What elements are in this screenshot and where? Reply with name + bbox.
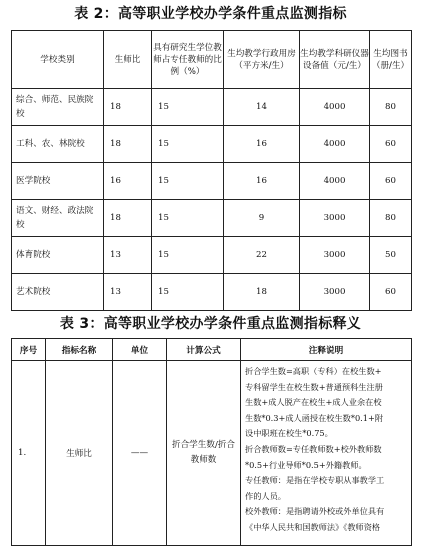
cell-books: 50 [370,237,412,274]
cell-serial-no: 1. [12,361,46,546]
table-row [12,274,412,311]
header-unit: 单位 [113,339,167,361]
cell-ratio: 18 [104,200,152,237]
cell-equip: 4000 [300,89,370,126]
header-equipment-value: 生均教学科研仪器设备值（元/生） [300,31,370,89]
note-line: 校外教师：是指聘请外校或外单位具有 [245,506,385,517]
table-row [12,163,412,200]
cell-space: 22 [224,237,300,274]
cell-grad: 15 [152,163,224,200]
header-serial-no: 序号 [12,339,46,361]
note-line: 设中职班在校生*0.75。 [245,428,333,439]
cell-equip: 4000 [300,163,370,200]
note-line: 折合教师数=专任教师数+校外教师数 [245,443,382,454]
cell-ratio: 13 [104,274,152,311]
indicator-definitions-table [11,338,412,546]
table-header-row [12,339,412,361]
note-line: 生数*0.3+成人函授在校生数*0.1+附 [245,412,384,423]
cell-unit: —— [113,361,167,546]
cell-space: 16 [224,126,300,163]
note-line: 《中华人民共和国教师法》《教师资格 [245,521,381,532]
table3-title: 表 3：高等职业学校办学条件重点监测指标释义 [59,316,362,332]
note-line: *0.5+行业导师*0.5+外籍教师。 [245,459,367,470]
cell-equip: 4000 [300,126,370,163]
cell-ratio: 13 [104,237,152,274]
cell-space: 18 [224,274,300,311]
header-building-space: 生均教学行政用房（平方米/生） [224,31,300,89]
header-graduate-degree-ratio: 具有研究生学位教师占专任教师的比例（%） [152,31,224,89]
cell-equip: 3000 [300,200,370,237]
table-header-row [12,31,412,89]
cell-grad: 15 [152,200,224,237]
note-line: 生数+成人脱产在校生+成人业余在校 [245,397,382,408]
cell-school-type: 医学院校 [12,163,104,200]
cell-books: 60 [370,274,412,311]
cell-ratio: 18 [104,89,152,126]
note-line: 作的人员。 [245,490,286,501]
table-row [12,126,412,163]
header-formula: 计算公式 [167,339,241,361]
note-line: 专任教师：是指在学校专职从事教学工 [245,475,385,486]
cell-books: 60 [370,126,412,163]
cell-indicator-name: 生师比 [46,361,113,546]
cell-school-type: 工科、农、林院校 [12,126,104,163]
cell-school-type: 体育院校 [12,237,104,274]
table-row [12,200,412,237]
header-notes: 注释说明 [241,339,412,361]
cell-ratio: 18 [104,126,152,163]
cell-notes [241,361,412,546]
cell-grad: 15 [152,126,224,163]
cell-books: 80 [370,200,412,237]
table-row [12,89,412,126]
cell-ratio: 16 [104,163,152,200]
table2-title: 表 2：高等职业学校办学条件重点监测指标 [74,6,347,22]
header-school-type: 学校类别 [12,31,104,89]
cell-books: 80 [370,89,412,126]
cell-school-type: 艺术院校 [12,274,104,311]
cell-equip: 3000 [300,274,370,311]
table-row [12,237,412,274]
header-books: 生均图书（册/生） [370,31,412,89]
monitoring-indicators-table [11,30,412,311]
cell-formula: 折合学生数/折合教师数 [167,361,241,546]
cell-space: 9 [224,200,300,237]
note-line: 折合学生数=高职（专科）在校生数+ [245,366,382,376]
cell-books: 60 [370,163,412,200]
cell-space: 14 [224,89,300,126]
table-row [12,361,412,546]
header-student-teacher-ratio: 生师比 [104,31,152,89]
cell-equip: 3000 [300,237,370,274]
cell-school-type: 综合、师范、民族院校 [12,89,104,126]
note-line: 专科留学生在校生数+普通预科生注册 [245,381,383,392]
cell-grad: 15 [152,89,224,126]
cell-space: 16 [224,163,300,200]
header-indicator-name: 指标名称 [46,339,113,361]
cell-school-type: 语文、财经、政法院校 [12,200,104,237]
cell-grad: 15 [152,274,224,311]
cell-grad: 15 [152,237,224,274]
